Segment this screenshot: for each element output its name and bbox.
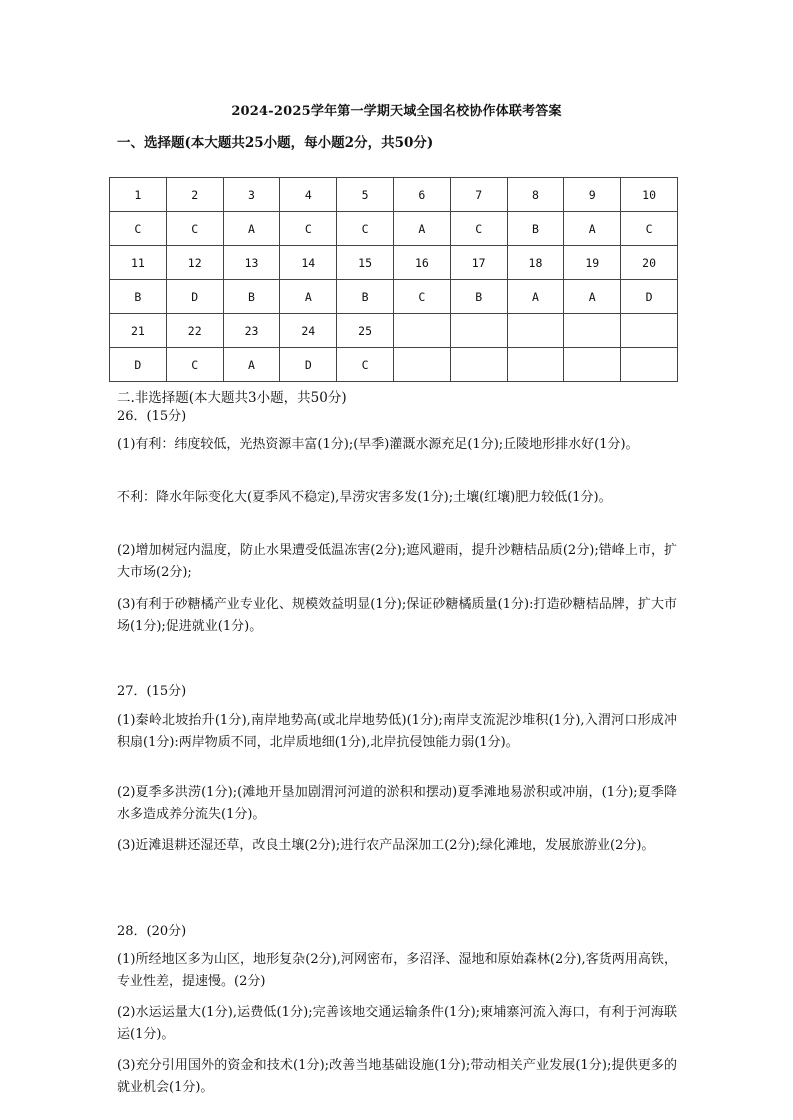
answer-letter-cell [507,348,564,382]
answer-letter-cell: C [337,212,394,246]
question-number-row [110,246,678,280]
question-number-cell: 14 [280,246,337,280]
question-28-heading: 28．(20分) [117,924,187,939]
answer-letter-row [110,348,678,382]
answer-letter-cell [393,348,450,382]
answer-letter-cell: D [280,348,337,382]
question-number-row [110,178,678,212]
answer-letter-cell: A [393,212,450,246]
q26-part2-answer: (2)增加树冠内温度，防止水果遭受低温冻害(2分);遮风避雨，提升沙糖桔品质(2分);错峰上市，扩大市场(2分); [117,543,677,580]
answer-letter-cell: D [621,280,678,314]
answer-letter-cell: D [166,280,223,314]
answer-letter-cell [621,348,678,382]
answer-letter-cell: A [564,212,621,246]
question-number-cell: 2 [166,178,223,212]
question-number-cell [564,314,621,348]
question-number-cell: 7 [450,178,507,212]
answer-letter-cell [564,348,621,382]
question-number-cell: 4 [280,178,337,212]
question-number-row [110,314,678,348]
answer-letter-cell: A [507,280,564,314]
q27-part2-answer: (2)夏季多洪涝(1分);(滩地开垦加剧渭河河道的淤积和摆动)夏季滩地易淤积或冲崩，(1分);夏季降水多造成养分流失(1分)。 [117,785,677,822]
question-number-cell: 23 [223,314,280,348]
answer-letter-cell: C [280,212,337,246]
question-number-cell: 15 [337,246,394,280]
question-number-cell [621,314,678,348]
answer-letter-cell: C [450,212,507,246]
question-number-cell: 17 [450,246,507,280]
question-number-cell: 5 [337,178,394,212]
question-number-cell: 9 [564,178,621,212]
answer-letter-cell: C [337,348,394,382]
answer-letter-cell: B [223,280,280,314]
section-1-heading: 一、选择题(本大题共25小题，每小题2分，共50分) [117,135,434,151]
section-2-heading: 二.非选择题(本大题共3小题，共50分) [117,390,347,406]
question-number-cell [393,314,450,348]
question-number-cell: 12 [166,246,223,280]
question-number-cell: 8 [507,178,564,212]
answer-letter-cell: C [166,212,223,246]
answer-letter-cell: A [223,212,280,246]
q28-part1-answer: (1)所经地区多为山区，地形复杂(2分),河网密布，多沼泽、湿地和原始森林(2分),客货两用高铁，专业性差，提速慢。(2分) [117,952,677,989]
question-number-cell: 3 [223,178,280,212]
answer-letter-cell: C [621,212,678,246]
answer-letter-cell [450,348,507,382]
question-number-cell: 1 [110,178,167,212]
question-26-heading: 26．(15分) [117,409,187,424]
question-number-cell: 21 [110,314,167,348]
q27-part1-answer: (1)秦岭北坡抬升(1分),南岸地势高(或北岸地势低)(1分);南岸支流泥沙堆积(1分),入渭河口形成冲积扇(1分):两岸物质不同，北岸质地细(1分),北岸抗侵蚀能力弱(1分)。 [117,713,677,750]
answer-letter-cell: A [280,280,337,314]
answer-letter-cell: C [110,212,167,246]
question-number-cell [507,314,564,348]
question-number-cell: 19 [564,246,621,280]
answer-letter-row [110,280,678,314]
q28-part3-answer: (3)充分引用国外的资金和技术(1分);改善当地基础设施(1分);带动相关产业发展(1分);提供更多的就业机会(1分)。 [117,1058,677,1095]
answer-letter-cell: B [337,280,394,314]
answer-letter-cell: C [166,348,223,382]
answer-letter-cell: B [110,280,167,314]
document-title: 2024-2025学年第一学期天域全国名校协作体联考答案 [231,104,562,119]
question-number-cell: 20 [621,246,678,280]
answer-table [109,177,678,382]
question-27-heading: 27．(15分) [117,684,187,699]
question-number-cell: 6 [393,178,450,212]
q26-part1-answer: (1)有利：纬度较低，光热资源丰富(1分);(早季)灌溉水源充足(1分);丘陵地形排水好(1分)。 [117,437,639,452]
q26-part3-answer: (3)有利于砂糖橘产业专业化、规模效益明显(1分);保证砂糖橘质量(1分):打造砂糖桔品牌，扩大市场(1分);促进就业(1分)。 [117,597,677,634]
question-number-cell: 11 [110,246,167,280]
answer-letter-cell: B [507,212,564,246]
answer-letter-cell: A [223,348,280,382]
q28-part2-answer: (2)水运运量大(1分),运费低(1分);完善该地交通运输条件(1分);柬埔寨河流入海口，有利于河海联运(1分)。 [117,1005,677,1042]
question-number-cell: 22 [166,314,223,348]
q27-part3-answer: (3)近滩退耕还湿还草，改良土壤(2分);进行农产品深加工(2分);绿化滩地，发展旅游业(2分)。 [117,838,655,853]
answer-letter-row [110,212,678,246]
question-number-cell: 16 [393,246,450,280]
question-number-cell: 13 [223,246,280,280]
answer-letter-cell: D [110,348,167,382]
q26-disadvantages-answer: 不利：降水年际变化大(夏季风不稳定),旱涝灾害多发(1分);土壤(红壤)肥力较低(1分)。 [117,490,612,505]
answer-letter-cell: A [564,280,621,314]
answer-letter-cell: B [450,280,507,314]
question-number-cell: 24 [280,314,337,348]
question-number-cell [450,314,507,348]
answer-letter-cell: C [393,280,450,314]
question-number-cell: 10 [621,178,678,212]
question-number-cell: 25 [337,314,394,348]
question-number-cell: 18 [507,246,564,280]
